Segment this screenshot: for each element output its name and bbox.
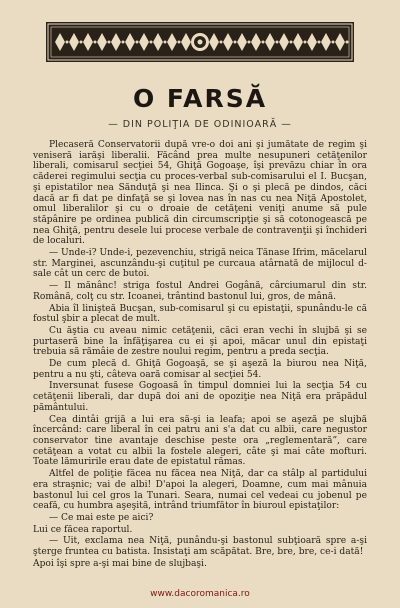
paragraph: Plecaseră Conservatorii după vre-o doi ani şi jumătate de regim şi veniseră iarăşi liberalii. Făcând prea multe nesupuneri cetăţenilor liberali, comisarul secţiei 54, Ghiţă Gogoaşe, îşi prevăzu chiar în ora căderei regimului secţia cu proces-verbal sub-comisarului el I. Bucşan, şi epistatilor nea Sănduţă şi nea Ilinca. Şi o şi plecă pe dindos, căci dacă ar fi dat pe dinfaţă se şi lovea nas în nas cu nea Niţă Apostolet, omul liberalilor şi cu o droaie de cetăţeni veniţi anume să pule stăpânire pe ordinea publică din circumscripţie şi să cotonogească pe nea Ghiţă, pentru desele lui procese verbale de contravenţii şi închideri de localuri. xyxy=(33,140,367,247)
paragraph: De cum plecă d. Ghiţă Gogoaşă, se şi aşeză la biurou nea Niţă, pentru a nu şti, câteva oară comisar al secţiei 54. xyxy=(33,359,367,380)
footer-url: www.dacoromanica.ro xyxy=(150,589,250,599)
paragraph: Cu ăştia cu aveau nimic cetăţenii, căci eran vechi în slujbă şi se purtaseră bine la înfăţişarea cu ei şi apoi, măcar unul din epistaţi trebuia să rămâie de zestre noului regim, pentru a preda secţia. xyxy=(33,325,367,358)
article-subtitle: — DIN POLIŢIA DE ODINIOARĂ — xyxy=(108,119,292,130)
paragraph: — Il mănânc! striga fostul Andrei Gogână, cârciumarul din str. Română, colţ cu str. Icoanei, trântind bastonul lui, gros, de mână. xyxy=(33,281,367,302)
article-title: O FARSĂ xyxy=(132,84,268,113)
paragraph: — Uit, exclama nea Niţă, punându-şi bastonul subţioară spre a-şi şterge fruntea cu batista. Insistaţi am scăpătat. Bre, bre, bre, ce-i dată! xyxy=(33,536,367,558)
article-body xyxy=(33,140,367,570)
paragraph: Inversunat fusese Gogoasă în timpul domniei lui la secţia 54 cu cetăţenii liberali, dar după doi ani de opoziţie nea Niţă era prăpădul pământului. xyxy=(33,381,367,413)
paragraph: Apoi îşi spre a-şi mai bine de slujbaşi. xyxy=(33,558,207,569)
paragraph: — Ce mai este pe aici? xyxy=(49,512,154,523)
decorative-header-ornament xyxy=(46,22,354,62)
paragraph: Abia îl linişteă Bucşan, sub-comisarul şi cu epistaţii, spunându-le că fostul şbir a plecat de mult. xyxy=(33,303,367,325)
paragraph: — Unde-i? Unde-i, pezevenchiu, strigă neica Tănase Ifrim, măcelarul str. Marginei, ascunzându-şi cuţitul pe curcaua atârnată de mijlocul d-sale cât un cerc de butoi. xyxy=(33,248,367,280)
paragraph: Cea dintâi grijă a lui era să-şi ia leafa; apoi se aşeză pe slujbă încercând: care liberal în cei patru ani s'a dat cu albii, care negustor conservator tine avantaje deschise peste ora „reglementară”, care cetăţean a votat cu albii la fostele alegeri, câte şi mai câte mofturi. Toate lămuririle erau date de epistatul rămas. xyxy=(33,414,367,468)
paragraph: Lui ce făcea raportul. xyxy=(33,524,133,535)
paragraph: Altfel de poliţie făcea nu făcea nea Niţă, dar ca stâlp al partidului era straşnic; vai de albi! D'apoi la alegeri, Doamne, cum mai mânuia bastonul lui cel gros la Tunari. Seara, numai cel vedeai cu jobenul pe ceafă, cu humbra aşeşită, intrând triumfător în biuroul epistaţilor: xyxy=(33,469,367,512)
